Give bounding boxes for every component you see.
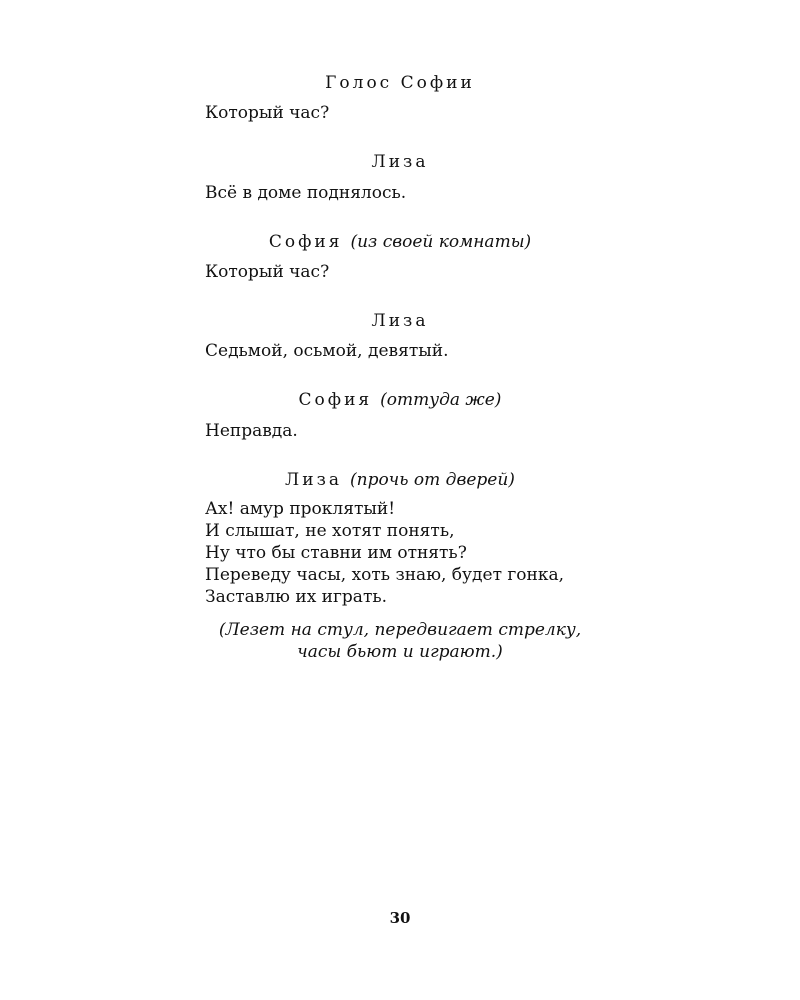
- speaker-heading: [205, 151, 595, 173]
- dialogue-line: Неправда.: [205, 421, 298, 441]
- speaker-name: Лиза: [371, 311, 429, 331]
- speaker-heading: [205, 469, 595, 491]
- verse-line: Ну что бы ставни им отнять?: [205, 543, 467, 563]
- speaker-name: Лиза: [285, 470, 342, 490]
- speaker-heading: [205, 72, 595, 94]
- speaker-heading: [205, 231, 595, 253]
- verse-line: Переведу часы, хоть знаю, будет гонка,: [205, 565, 565, 585]
- play-page: [205, 0, 595, 1000]
- dialogue-line: Седьмой, осьмой, девятый.: [205, 341, 449, 361]
- speaker-name: София: [268, 232, 343, 252]
- verse-line: Ах! амур проклятый!: [205, 499, 396, 519]
- speaker-heading: [205, 389, 595, 411]
- page-number: 30: [389, 909, 411, 927]
- speaker-name: Лиза: [371, 152, 429, 172]
- stage-note: (из своей комнаты): [350, 232, 532, 252]
- verse-line: И слышат, не хотят понять,: [205, 521, 455, 541]
- verse-line: Заставлю их играть.: [205, 587, 388, 607]
- stage-note: (оттуда же): [380, 390, 502, 410]
- dialogue-line: Который час?: [205, 262, 330, 282]
- speaker-heading: [205, 310, 595, 332]
- stage-direction-line: (Лезет на стул, передвигает стрелку,: [218, 620, 582, 640]
- dialogue-line: Который час?: [205, 103, 330, 123]
- stage-note: (прочь от дверей): [349, 470, 515, 490]
- speaker-name: Голос Софии: [325, 73, 475, 93]
- dialogue-line: Всё в доме поднялось.: [205, 183, 407, 203]
- speaker-name: София: [298, 390, 373, 410]
- stage-direction-line: часы бьют и играют.): [297, 642, 503, 662]
